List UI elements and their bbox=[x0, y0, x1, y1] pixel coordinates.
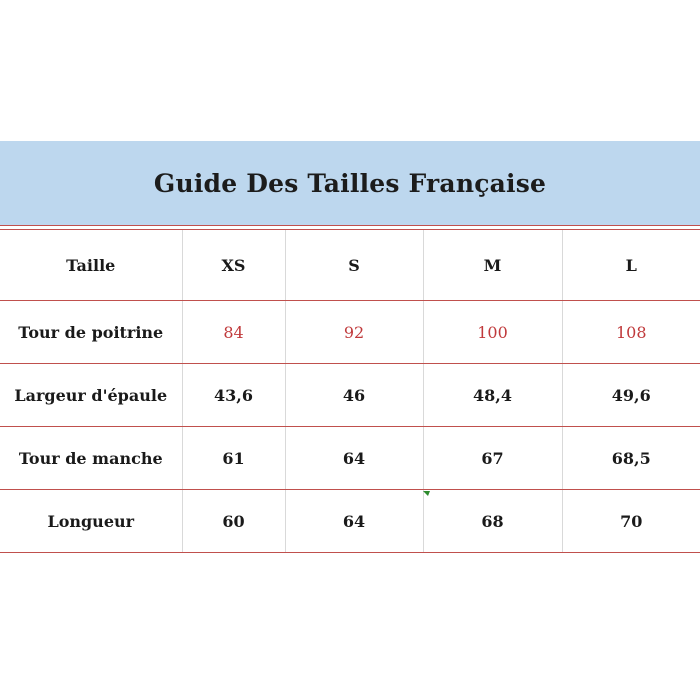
cell-comment-marker bbox=[423, 491, 430, 496]
row-label: Tour de manche bbox=[0, 427, 182, 490]
table-header-row bbox=[0, 230, 700, 301]
row-label: Tour de poitrine bbox=[0, 301, 182, 364]
header-cell-taille: Taille bbox=[0, 230, 182, 301]
header-cell-xs: XS bbox=[182, 230, 285, 301]
table-cell: 64 bbox=[285, 490, 423, 553]
table-row-largeur-epaule bbox=[0, 364, 700, 427]
title-band bbox=[0, 141, 700, 225]
table-cell: 60 bbox=[182, 490, 285, 553]
table-cell: 46 bbox=[285, 364, 423, 427]
row-label: Largeur d'épaule bbox=[0, 364, 182, 427]
table-cell: 84 bbox=[182, 301, 285, 364]
table-cell: 49,6 bbox=[562, 364, 700, 427]
table-cell: 108 bbox=[562, 301, 700, 364]
table-cell: 43,6 bbox=[182, 364, 285, 427]
header-cell-l: L bbox=[562, 230, 700, 301]
table-cell: 92 bbox=[285, 301, 423, 364]
size-table bbox=[0, 230, 700, 553]
header-cell-s: S bbox=[285, 230, 423, 301]
table-row-tour-de-poitrine bbox=[0, 301, 700, 364]
table-cell: 100 bbox=[423, 301, 562, 364]
table-row-tour-de-manche bbox=[0, 427, 700, 490]
header-cell-m: M bbox=[423, 230, 562, 301]
table-cell: 68 bbox=[423, 490, 562, 553]
table-cell: 61 bbox=[182, 427, 285, 490]
table-row-longueur bbox=[0, 490, 700, 553]
table-cell: 64 bbox=[285, 427, 423, 490]
page-title: Guide Des Tailles Française bbox=[153, 168, 547, 198]
table-cell: 48,4 bbox=[423, 364, 562, 427]
table-cell: 67 bbox=[423, 427, 562, 490]
table-cell: 68,5 bbox=[562, 427, 700, 490]
table-cell: 70 bbox=[562, 490, 700, 553]
row-label: Longueur bbox=[0, 490, 182, 553]
